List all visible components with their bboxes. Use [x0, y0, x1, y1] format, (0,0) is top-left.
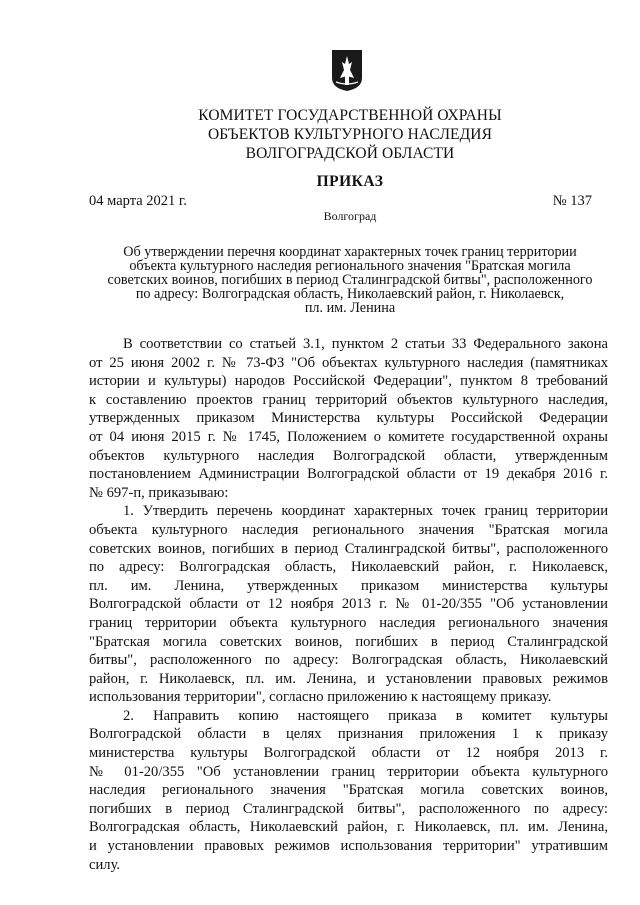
document-number: № 137 — [552, 193, 592, 209]
item-1-line: пл. им. Ленина, утвержденных приказом министерства культуры — [89, 577, 608, 594]
item-2-line: № 01-20/355 "Об установлении границ территории объекта культурного — [89, 763, 608, 780]
item-1-line: "Братская могила советских воинов, погибших в период Сталинградской — [89, 633, 608, 650]
org-line: ВОЛГОГРАДСКОЙ ОБЛАСТИ — [245, 145, 455, 162]
document-subject — [100, 245, 600, 315]
body-line: истории и культуры) народов Российской Федерации", пунктом 8 требований — [89, 373, 608, 390]
subject-line: пл. им. Ленина — [304, 300, 396, 316]
subject-line: советских воинов, погибших в период Сталинградской битвы", расположенного — [107, 272, 593, 288]
organization-name — [150, 106, 550, 163]
item-1-line: район, г. Николаевск, пл. им. Ленина, и установлении правовых режимов — [89, 670, 608, 687]
body-line: утвержденных приказом Министерства культуры Российской Федерации — [89, 410, 608, 427]
item-2-line: Волгоградская область, Николаевский район, г. Николаевск, пл. им. Ленина, — [89, 819, 608, 836]
org-line: КОМИТЕТ ГОСУДАРСТВЕННОЙ ОХРАНЫ — [198, 107, 502, 124]
item-1-line: Волгоградской области от 12 ноября 2013 г. № 01-20/355 "Об установлении — [89, 596, 608, 613]
item-2-line: силу. — [89, 856, 121, 873]
document-type: ПРИКАЗ — [316, 173, 384, 190]
body-line: № 697-п, приказываю: — [89, 484, 229, 501]
item-2-line: и установлении правовых режимов использования территории" утратившим — [89, 838, 608, 855]
subject-line: Об утверждении перечня координат характерных точек границ территории — [123, 244, 577, 260]
item-2-line: наследия регионального значения "Братская могила советских воинов, — [89, 782, 608, 799]
item-1-line: битвы", расположенного по адресу: Волгоградская область, Николаевский — [89, 652, 608, 669]
body-line: В соответствии со статьей 3.1, пунктом 2 статьи 33 Федерального закона — [123, 336, 608, 352]
body-line: от 04 июня 2015 г. № 1745, Положением о комитете государственной охраны — [89, 428, 608, 445]
document-body — [89, 335, 608, 874]
item-2-line: погибших в период Сталинградской битвы", расположенного по адресу: — [89, 800, 608, 817]
document-date: 04 марта 2021 г. — [89, 193, 187, 209]
item-1-line: объекта культурного наследия регионального значения "Братская могила — [89, 521, 608, 538]
coat-of-arms-icon — [330, 48, 364, 92]
item-1-line: советских воинов, погибших в период Сталинградской битвы", расположенного — [89, 540, 608, 557]
subject-line: объекта культурного наследия регионального значения "Братская могила — [129, 258, 571, 274]
item-1-line: по адресу: Волгоградская область, Николаевский район, г. Николаевск, — [89, 559, 608, 576]
subject-line: по адресу: Волгоградская область, Николаевский район, г. Николаевск, — [135, 286, 565, 302]
body-line: объектов культурного наследия Волгоградской области, утвержденным — [89, 447, 608, 464]
body-line: от 25 июня 2002 г. № 73-ФЗ "Об объектах культурного наследия (памятниках — [89, 354, 608, 371]
document-city: Волгоград — [323, 209, 377, 223]
item-2-line: министерства культуры Волгоградской области от 12 ноября 2013 г. — [89, 745, 608, 762]
item-1-line: использования территории", согласно приложению к настоящему приказу. — [89, 689, 552, 706]
body-line: постановлением Администрации Волгоградской области от 19 декабря 2016 г. — [89, 466, 608, 483]
item-1-line: 1. Утвердить перечень координат характерных точек границ территории — [123, 503, 608, 520]
body-line: к составлению проектов границ территорий объектов культурного наследия, — [89, 391, 608, 408]
org-line: ОБЪЕКТОВ КУЛЬТУРНОГО НАСЛЕДИЯ — [207, 126, 493, 143]
item-2-line: Волгоградской области в целях признания приложения 1 к приказу — [89, 726, 608, 743]
item-1-line: границ территории объекта культурного наследия регионального значения — [89, 614, 608, 631]
item-2-line: 2. Направить копию настоящего приказа в комитет культуры — [123, 707, 608, 724]
